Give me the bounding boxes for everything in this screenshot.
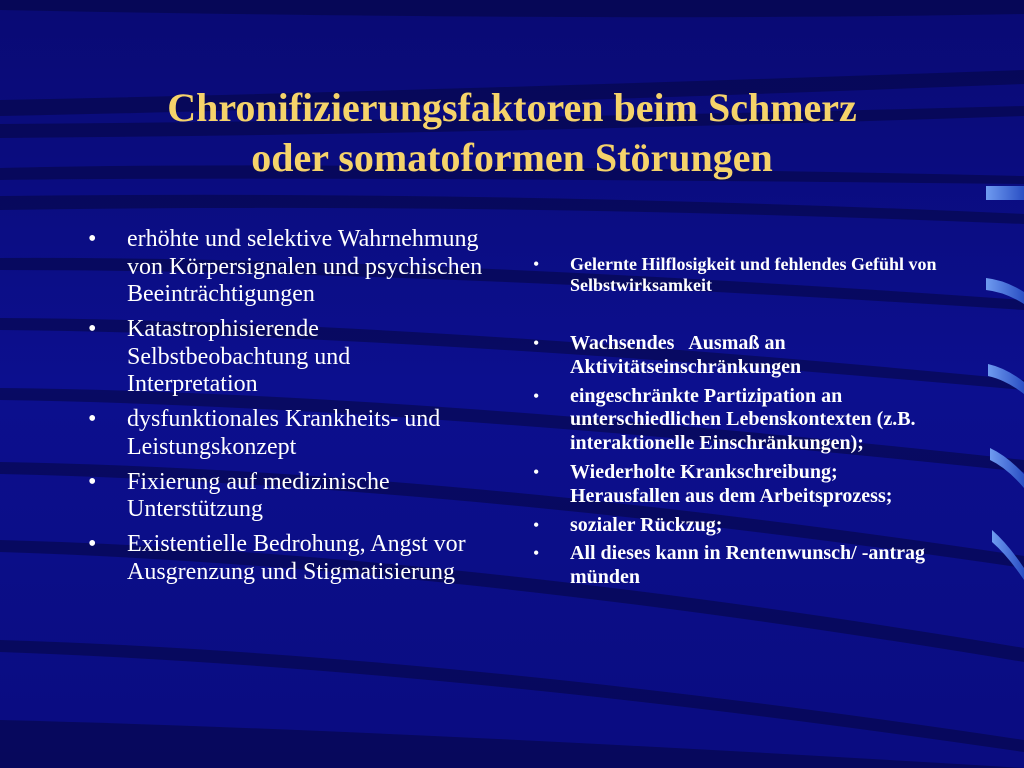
list-item-text: erhöhte und selektive Wahrnehmung von Körpersignalen und psychischen Beeinträchtigungen	[127, 226, 483, 307]
list-item	[530, 461, 950, 509]
bullet-icon: •	[533, 254, 540, 274]
bullet-icon: •	[88, 406, 97, 432]
left-bullet-list	[86, 226, 486, 594]
list-item	[530, 332, 950, 380]
list-item-text: Wachsendes Ausmaß an Aktivitätseinschränkungen	[570, 332, 802, 378]
bullet-icon: •	[533, 514, 540, 535]
list-item-text: Existentielle Bedrohung, Angst vor Ausgrenzung und Stigmatisierung	[127, 531, 466, 585]
bullet-icon: •	[88, 316, 97, 342]
list-item-text: dysfunktionales Krankheits- und Leistungskonzept	[127, 406, 441, 460]
list-item-text: eingeschränkte Partizipation an unterschiedlichen Lebenskontexten (z.B. interaktionelle Einschränkungen);	[570, 384, 916, 455]
list-item	[530, 542, 950, 590]
list-item-text: sozialer Rückzug;	[570, 513, 723, 536]
bullet-icon: •	[533, 333, 540, 353]
list-item	[530, 385, 950, 456]
list-item	[530, 254, 950, 296]
bullet-icon: •	[88, 468, 97, 495]
list-item	[86, 531, 486, 586]
bullet-icon: •	[88, 531, 97, 557]
list-item-text: All dieses kann in Rentenwunsch/ -antrag münden	[570, 542, 926, 589]
bullet-icon: •	[533, 543, 540, 564]
bullet-icon: •	[533, 461, 540, 482]
bullet-icon: •	[88, 226, 97, 252]
list-item-text: Wiederholte Krankschreibung; Herausfallen aus dem Arbeitsprozess;	[570, 460, 893, 507]
list-item	[86, 406, 486, 461]
list-item-text: Fixierung auf medizinische Unterstützung	[127, 468, 390, 522]
list-item-text: Gelernte Hilflosigkeit und fehlendes Gefühl von Selbstwirksamkeit	[570, 254, 937, 295]
title-line-2: oder somatoformen Störungen	[251, 135, 773, 180]
list-item	[86, 469, 486, 524]
list-item	[530, 514, 950, 538]
title-line-1: Chronifizierungsfaktoren beim Schmerz	[167, 85, 857, 130]
list-item	[86, 226, 486, 309]
slide-title	[80, 83, 944, 183]
right-top-bullet-list	[530, 254, 950, 296]
right-bullet-list	[530, 332, 950, 595]
list-item-text: Katastrophisierende Selbstbeobachtung und Interpretation	[127, 316, 351, 397]
bullet-icon: •	[533, 385, 540, 406]
list-item	[86, 316, 486, 399]
